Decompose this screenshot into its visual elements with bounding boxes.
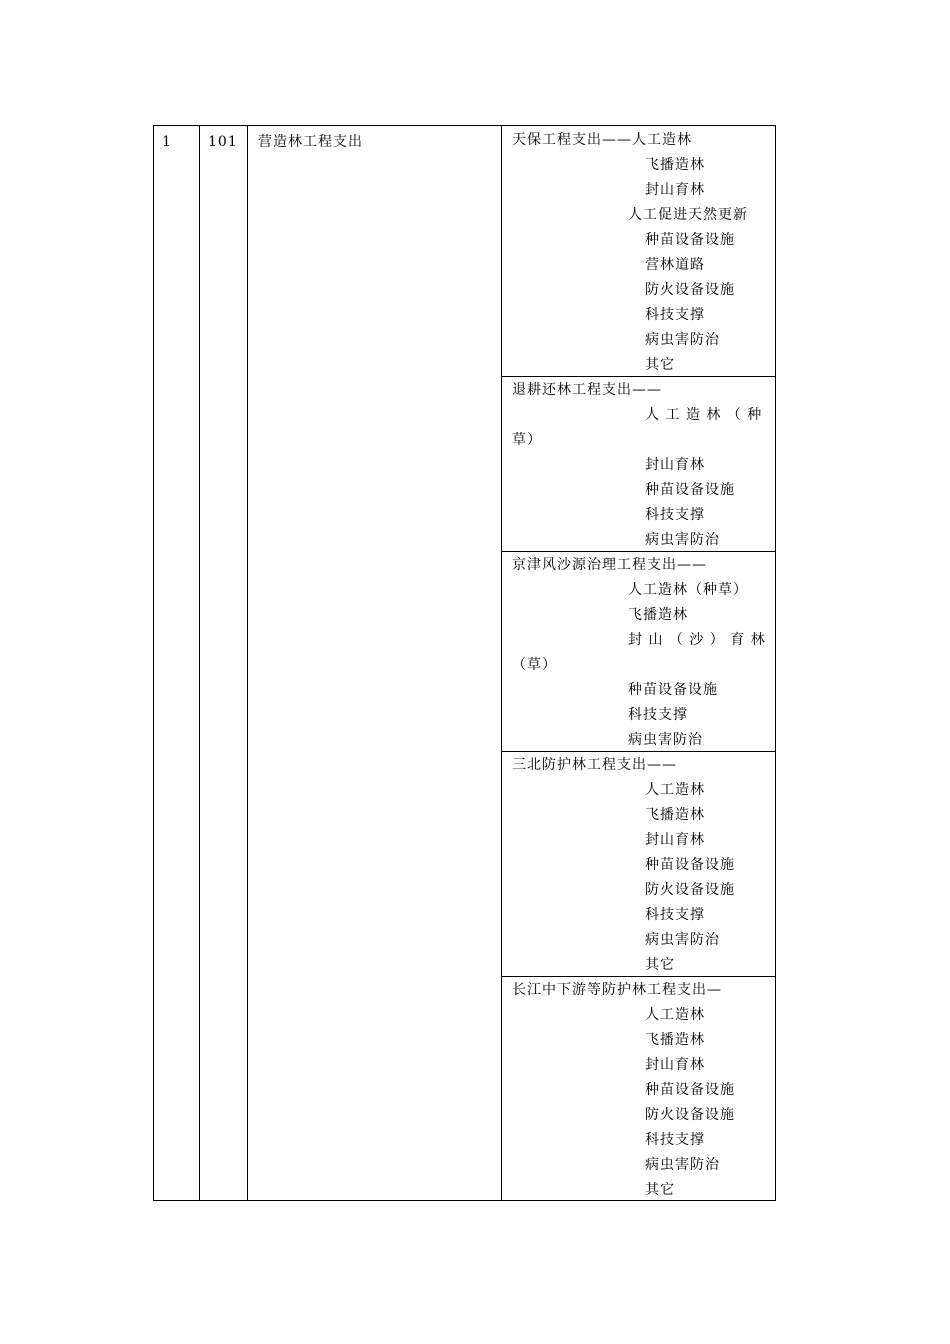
list-item: 防火设备设施 — [645, 1107, 735, 1123]
project-title: 退耕还林工程支出—— — [512, 382, 662, 398]
project-block-tianbao — [502, 126, 775, 376]
list-item: 其它 — [645, 357, 675, 373]
list-item: 其它 — [645, 957, 675, 973]
list-item: 其它 — [645, 1182, 675, 1198]
expenditure-table — [153, 125, 776, 1201]
list-item: 封山育林 — [645, 457, 705, 473]
list-item: 种苗设备设施 — [645, 232, 735, 248]
list-item: 飞播造林 — [645, 807, 705, 823]
list-item: 封山育林 — [645, 1057, 705, 1073]
project-title: 天保工程支出——人工造林 — [512, 132, 692, 148]
project-title: 京津风沙源治理工程支出—— — [512, 557, 707, 573]
list-item: 种苗设备设施 — [645, 1082, 735, 1098]
list-item: （草） — [512, 657, 557, 673]
project-title: 三北防护林工程支出—— — [512, 757, 677, 773]
list-item: 科技支撑 — [645, 307, 705, 323]
project-block-sanbei — [502, 751, 775, 976]
list-item: 病虫害防治 — [645, 532, 720, 548]
list-item: 人工造林 — [645, 1007, 705, 1023]
list-item: 种苗设备设施 — [628, 682, 718, 698]
project-block-jingjin — [502, 551, 775, 751]
detail-column — [502, 126, 775, 1200]
list-item: 封 山 （ 沙 ） 育 林 — [628, 632, 766, 648]
list-item: 科技支撑 — [645, 507, 705, 523]
list-item: 人工促进天然更新 — [628, 207, 748, 223]
project-title: 长江中下游等防护林工程支出— — [512, 982, 722, 998]
project-block-tuigeng — [502, 376, 775, 551]
row-index: 1 — [162, 134, 172, 150]
row-name: 营造林工程支出 — [258, 134, 363, 150]
name-column — [248, 126, 502, 1200]
list-item: 防火设备设施 — [645, 282, 735, 298]
list-item: 科技支撑 — [645, 907, 705, 923]
list-item: 病虫害防治 — [628, 732, 703, 748]
index-column — [154, 126, 200, 1200]
list-item: 人 工 造 林 （ 种 — [645, 407, 763, 423]
list-item: 封山育林 — [645, 832, 705, 848]
list-item: 科技支撑 — [645, 1132, 705, 1148]
list-item: 人工造林（种草） — [628, 582, 748, 598]
list-item: 种苗设备设施 — [645, 857, 735, 873]
list-item: 种苗设备设施 — [645, 482, 735, 498]
list-item: 病虫害防治 — [645, 932, 720, 948]
project-block-changjiang — [502, 976, 775, 1200]
list-item: 科技支撑 — [628, 707, 688, 723]
list-item: 人工造林 — [645, 782, 705, 798]
list-item: 飞播造林 — [645, 157, 705, 173]
list-item: 营林道路 — [645, 257, 705, 273]
list-item: 防火设备设施 — [645, 882, 735, 898]
list-item: 草） — [512, 432, 542, 448]
row-code: 101 — [208, 134, 238, 150]
list-item: 封山育林 — [645, 182, 705, 198]
code-column — [200, 126, 248, 1200]
list-item: 飞播造林 — [628, 607, 688, 623]
list-item: 病虫害防治 — [645, 332, 720, 348]
list-item: 飞播造林 — [645, 1032, 705, 1048]
list-item: 病虫害防治 — [645, 1157, 720, 1173]
